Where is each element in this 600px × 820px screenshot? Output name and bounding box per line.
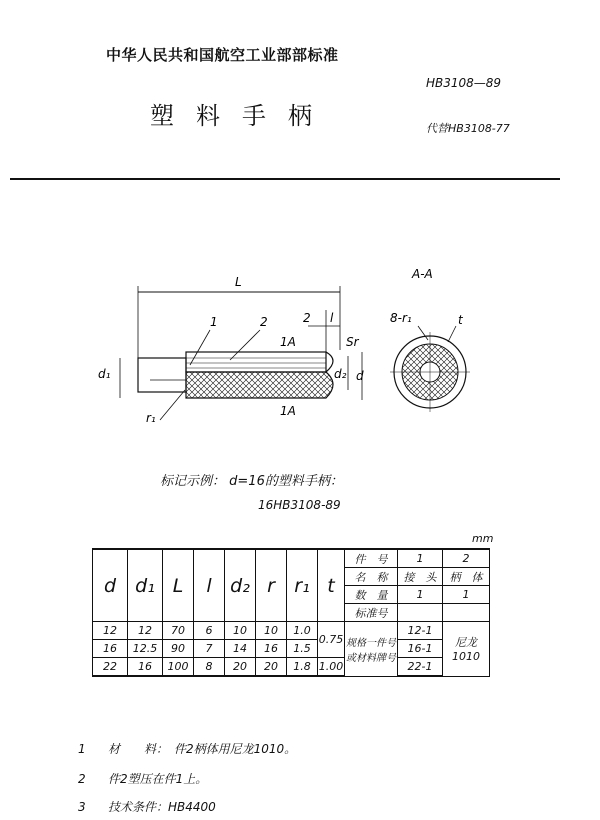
- label-L: L: [235, 275, 242, 289]
- header-r: r: [256, 549, 287, 622]
- label-part2: 2: [260, 315, 268, 329]
- example-text: d=16的塑料手柄：: [229, 474, 343, 489]
- std-label: 标准号: [345, 604, 398, 622]
- header-r1: r₁: [287, 549, 318, 622]
- label-d: d: [356, 369, 364, 383]
- name-1: 接 头: [398, 568, 443, 586]
- header-d1: d₁: [128, 549, 163, 622]
- label-section-A-A: A-A: [412, 267, 433, 281]
- name-2: 柄 体: [443, 568, 490, 586]
- label-Sr: Sr: [346, 335, 359, 349]
- row1-l: 6: [194, 622, 225, 640]
- qty-label: 数 量: [345, 586, 398, 604]
- part-no-label: 件 号: [345, 549, 398, 568]
- row1-L: 70: [163, 622, 194, 640]
- row1-r: 10: [256, 622, 287, 640]
- organization-title: 中华人民共和国航空工业部部标准: [106, 46, 339, 64]
- header-l: l: [194, 549, 225, 622]
- part-no-1: 1: [398, 549, 443, 568]
- header-d2: d₂: [225, 549, 256, 622]
- row3-d2: 20: [225, 658, 256, 677]
- row3-d: 22: [93, 658, 128, 677]
- header-divider: [10, 178, 560, 180]
- spec-table: [92, 548, 490, 677]
- row3-r1: 1.8: [287, 658, 318, 677]
- row2-r1: 1.5: [287, 640, 318, 658]
- row2-d: 16: [93, 640, 128, 658]
- replaces-standard: 代替HB3108-77: [426, 122, 510, 135]
- label-t: t: [458, 313, 463, 327]
- header-L: L: [163, 549, 194, 622]
- qty-2: 1: [443, 586, 490, 604]
- note-3-text: 技术条件：HB4400: [108, 800, 216, 814]
- example-code: 16HB3108-89: [258, 498, 341, 512]
- marking-example: [160, 470, 343, 489]
- row2-r: 16: [256, 640, 287, 658]
- row3-l: 8: [194, 658, 225, 677]
- label-r1: r₁: [146, 411, 156, 425]
- label-d2: d₂: [334, 367, 347, 381]
- row1-d1: 12: [128, 622, 163, 640]
- material: 尼龙1010: [443, 622, 490, 677]
- header-d: d: [93, 549, 128, 622]
- row1-r1: 1.0: [287, 622, 318, 640]
- row3-L: 100: [163, 658, 194, 677]
- note-3: [78, 798, 216, 815]
- row2-ref: 16-1: [398, 640, 443, 658]
- note-1: [78, 740, 296, 757]
- note-3-num: 3: [78, 800, 86, 814]
- spec-label: 规格一件号或材料牌号: [345, 622, 398, 677]
- row3-ref: 22-1: [398, 658, 443, 677]
- label-d1: d₁: [98, 367, 111, 381]
- row2-d1: 12.5: [128, 640, 163, 658]
- row2-l: 7: [194, 640, 225, 658]
- row1-t: 0.75: [318, 622, 345, 658]
- note-1-text: 材 料： 件2柄体用尼龙1010。: [108, 742, 297, 756]
- note-1-num: 1: [78, 742, 86, 756]
- label-part1: 1: [210, 315, 218, 329]
- handle-body-section: [186, 372, 333, 398]
- label-section-A-bottom: 1A: [280, 404, 296, 418]
- label-two: 2: [303, 311, 311, 325]
- qty-1: 1: [398, 586, 443, 604]
- row2-d2: 14: [225, 640, 256, 658]
- row3-r: 20: [256, 658, 287, 677]
- row1-d: 12: [93, 622, 128, 640]
- note-2-num: 2: [78, 772, 86, 786]
- row3-t: 1.00: [318, 658, 345, 677]
- handle-body-upper: [186, 352, 326, 372]
- document-title: 塑料手柄: [150, 102, 334, 130]
- part-no-2: 2: [443, 549, 490, 568]
- row1-d2: 10: [225, 622, 256, 640]
- label-l: l: [330, 311, 334, 325]
- label-8-r1: 8-r₁: [390, 311, 412, 325]
- note-2: [78, 770, 207, 787]
- name-label: 名 称: [345, 568, 398, 586]
- table-unit: mm: [472, 532, 494, 545]
- note-2-text: 件2塑压在件1上。: [108, 772, 208, 786]
- label-section-A-top: 1A: [280, 335, 296, 349]
- example-label: 标记示例：: [160, 474, 226, 489]
- shaft: [138, 358, 186, 392]
- header-t: t: [318, 549, 345, 622]
- technical-drawing: [90, 260, 530, 435]
- standard-number: HB3108—89: [426, 76, 502, 90]
- row1-ref: 12-1: [398, 622, 443, 640]
- row2-L: 90: [163, 640, 194, 658]
- row3-d1: 16: [128, 658, 163, 677]
